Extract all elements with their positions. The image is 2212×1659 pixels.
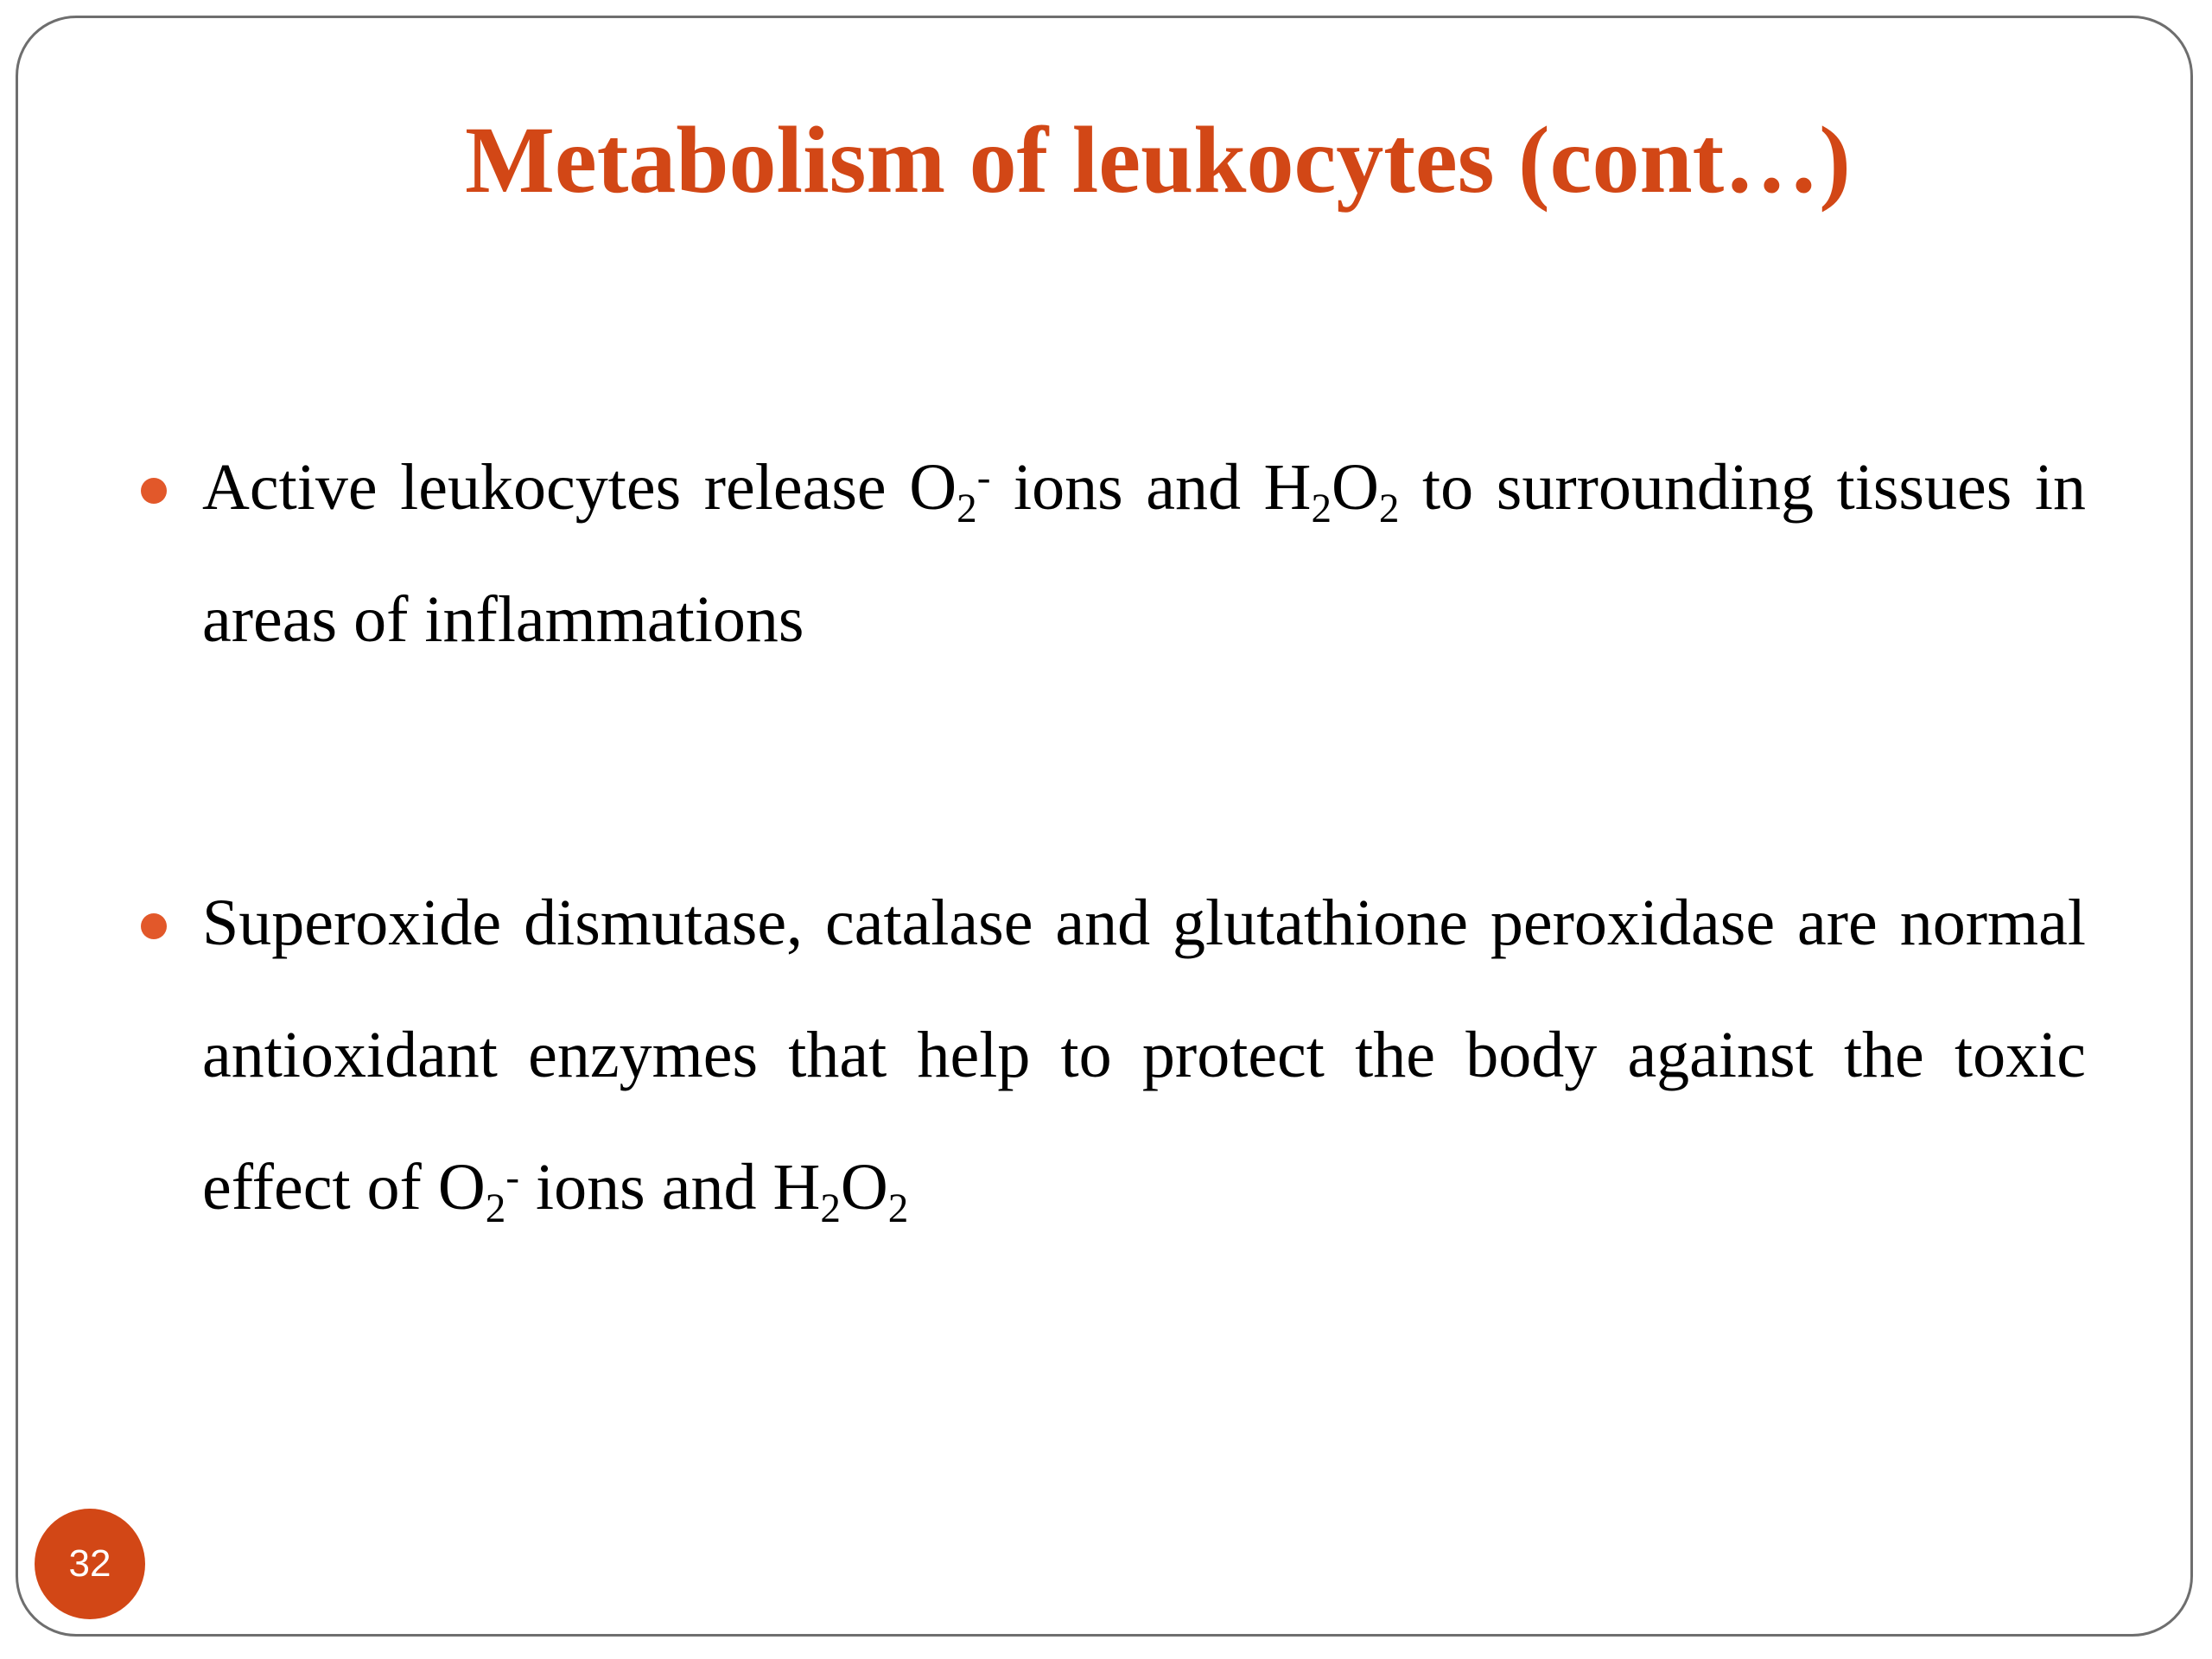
bullet-text: ions and H [990,451,1312,524]
superscript: - [505,1154,520,1200]
bullet-item [202,422,2086,686]
bullet-dot-icon [141,478,167,504]
slide-frame [16,16,2193,1637]
page-number: 32 [68,1542,111,1585]
bullet-text: Active leukocytes release O [202,451,957,524]
subscript: 2 [485,1186,506,1232]
bullet-item [202,857,2086,1254]
bullet-text: O [840,1151,888,1224]
bullet-dot-icon [141,913,167,939]
superscript: - [976,454,991,500]
bullet-text: Superoxide dismutase, catalase and glutathione peroxidase are normal antioxidant enzymes that help to protect the body against the toxic effect of O [202,887,2086,1224]
subscript: 2 [887,1186,909,1232]
page-number-badge [35,1509,145,1619]
bullet-text: ions and H [519,1151,821,1224]
bullet-text: to surrounding tissues in areas of inflammations [202,451,2087,656]
subscript: 2 [1311,486,1332,532]
slide-title: Metabolism of leukocytes (cont…) [465,107,1851,213]
subscript: 2 [820,1186,841,1232]
subscript: 2 [1378,486,1400,532]
subscript: 2 [957,486,977,532]
bullet-text: O [1332,451,1379,524]
